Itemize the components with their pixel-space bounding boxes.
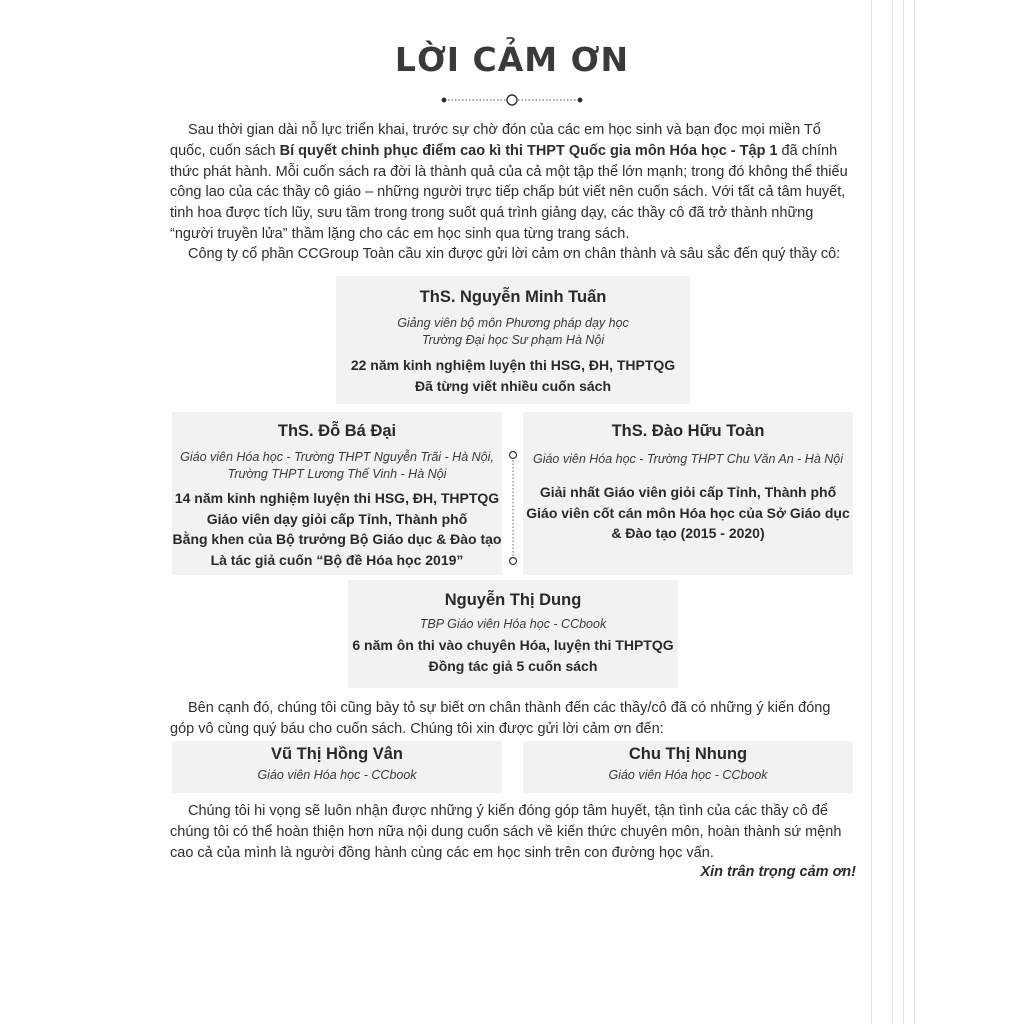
intro-paragraph bbox=[170, 120, 856, 245]
author-achievement: Giáo viên cốt cán môn Hóa học của Sở Giáo dục bbox=[526, 504, 850, 521]
gratitude-paragraph bbox=[170, 244, 856, 265]
title-divider-ornament bbox=[440, 91, 584, 109]
author-role-line: Giáo viên Hóa học - Trường THPT Chu Văn An - Hà Nội bbox=[532, 452, 844, 466]
page-edge-line bbox=[871, 0, 872, 1024]
contributors-intro-paragraph bbox=[170, 698, 856, 740]
closing-paragraph bbox=[170, 801, 856, 863]
contributor-card bbox=[523, 741, 853, 793]
author-achievement: Giáo viên dạy giỏi cấp Tỉnh, Thành phố bbox=[206, 510, 468, 527]
author-name: ThS. Đào Hữu Toàn bbox=[611, 422, 765, 440]
page-edge-line bbox=[903, 0, 904, 1024]
author-achievement: Là tác giả cuốn “Bộ đề Hóa học 2019” bbox=[210, 551, 464, 568]
author-achievement: & Đào tạo (2015 - 2020) bbox=[611, 525, 765, 541]
page-title: LỜI CẢM ƠN bbox=[394, 40, 630, 79]
contributors-intro-text: Bên cạnh đó, chúng tôi cũng bày tỏ sự biết ơn chân thành đến các thầy/cô đã có những ý kiến đóng góp vô cùng quý báu cho cuốn sách. Chúng tôi xin được gửi lời cảm ơn đến: bbox=[170, 700, 831, 737]
author-name: Nguyễn Thị Dung bbox=[444, 591, 582, 609]
author-role-line: Giảng viên bộ môn Phương pháp dạy học bbox=[397, 316, 629, 330]
book-title: Bí quyết chinh phục điểm cao kì thi THPT Quốc gia môn Hóa học - Tập 1 bbox=[279, 142, 778, 159]
author-role-line: Trường Đại học Sư phạm Hà Nội bbox=[421, 333, 605, 347]
author-achievement: 22 năm kinh nghiệm luyện thi HSG, ĐH, THPTQG bbox=[350, 357, 676, 373]
author-achievement: Đã từng viết nhiều cuốn sách bbox=[414, 377, 612, 394]
intro-text-start: Sau thời gian dài nỗ lực triển khai, trước sự chờ đón của các em học sinh và bạn đọc mọi miền Tổ quốc, cuốn sách bbox=[170, 122, 821, 159]
author-name: ThS. Nguyễn Minh Tuấn bbox=[419, 288, 607, 306]
author-name: ThS. Đỗ Bá Đại bbox=[277, 422, 397, 440]
card-connector-ornament bbox=[505, 450, 521, 570]
author-achievement: 6 năm ôn thi vào chuyên Hóa, luyện thi THPTQG bbox=[352, 637, 674, 653]
contributor-role: Giáo viên Hóa học - CCbook bbox=[257, 768, 417, 782]
author-achievement: Bằng khen của Bộ trưởng Bộ Giáo dục & Đào tạo bbox=[172, 531, 502, 547]
page-edge-line bbox=[914, 0, 915, 1024]
author-achievement: Đồng tác giả 5 cuốn sách bbox=[428, 657, 598, 674]
contributor-name: Chu Thị Nhung bbox=[628, 745, 748, 763]
contributor-role: Giáo viên Hóa học - CCbook bbox=[608, 768, 768, 782]
author-role-line: TBP Giáo viên Hóa học - CCbook bbox=[419, 617, 607, 631]
gratitude-text: Công ty cổ phần CCGroup Toàn cầu xin được gửi lời cảm ơn chân thành và sâu sắc đến quý thầy cô: bbox=[188, 246, 841, 262]
author-card bbox=[336, 276, 690, 404]
closing-text: Chúng tôi hi vọng sẽ luôn nhận được những ý kiến đóng góp tâm huyết, tận tình của các thầy cô để chúng tôi có thể hoàn thiện hơn nữa nội dung cuốn sách về kiến thức chuyên môn, hoàn thành sứ mệnh cao cả của mình là người đồng hành cùng các em học sinh trên con đường học vấn. bbox=[170, 803, 842, 861]
contributor-name: Vũ Thị Hồng Vân bbox=[271, 745, 403, 763]
author-card bbox=[523, 412, 853, 575]
contributor-card bbox=[172, 741, 502, 793]
author-achievement: 14 năm kinh nghiệm luyện thi HSG, ĐH, THPTQG bbox=[174, 490, 500, 506]
intro-text-end: đã chính thức phát hành. Mỗi cuốn sách ra đời là thành quả của cả một tập thể lớn mạnh; trong đó không thể thiếu công lao của các thầy cô giáo – những người trực tiếp chấp bút viết nên cuốn sách. Với tất cả tâm huyết, tinh hoa được tích lũy, sưu tầm trong trong suốt quá trình giảng dạy, các thầy cô đã trở thành những “người truyền lửa” thầm lặng cho các em học sinh qua từng trang sách. bbox=[170, 142, 848, 242]
author-role-line: Giáo viên Hóa học - Trường THPT Nguyễn Trãi - Hà Nội, bbox=[180, 450, 494, 464]
author-card bbox=[172, 412, 502, 575]
signoff-text: Xin trân trọng cảm ơn! bbox=[700, 864, 856, 880]
author-achievement: Giải nhất Giáo viên giỏi cấp Tỉnh, Thành phố bbox=[539, 484, 837, 500]
author-card bbox=[348, 580, 678, 688]
page-edge-line bbox=[892, 0, 893, 1024]
author-role-line: Trường THPT Lương Thế Vinh - Hà Nội bbox=[227, 467, 447, 481]
